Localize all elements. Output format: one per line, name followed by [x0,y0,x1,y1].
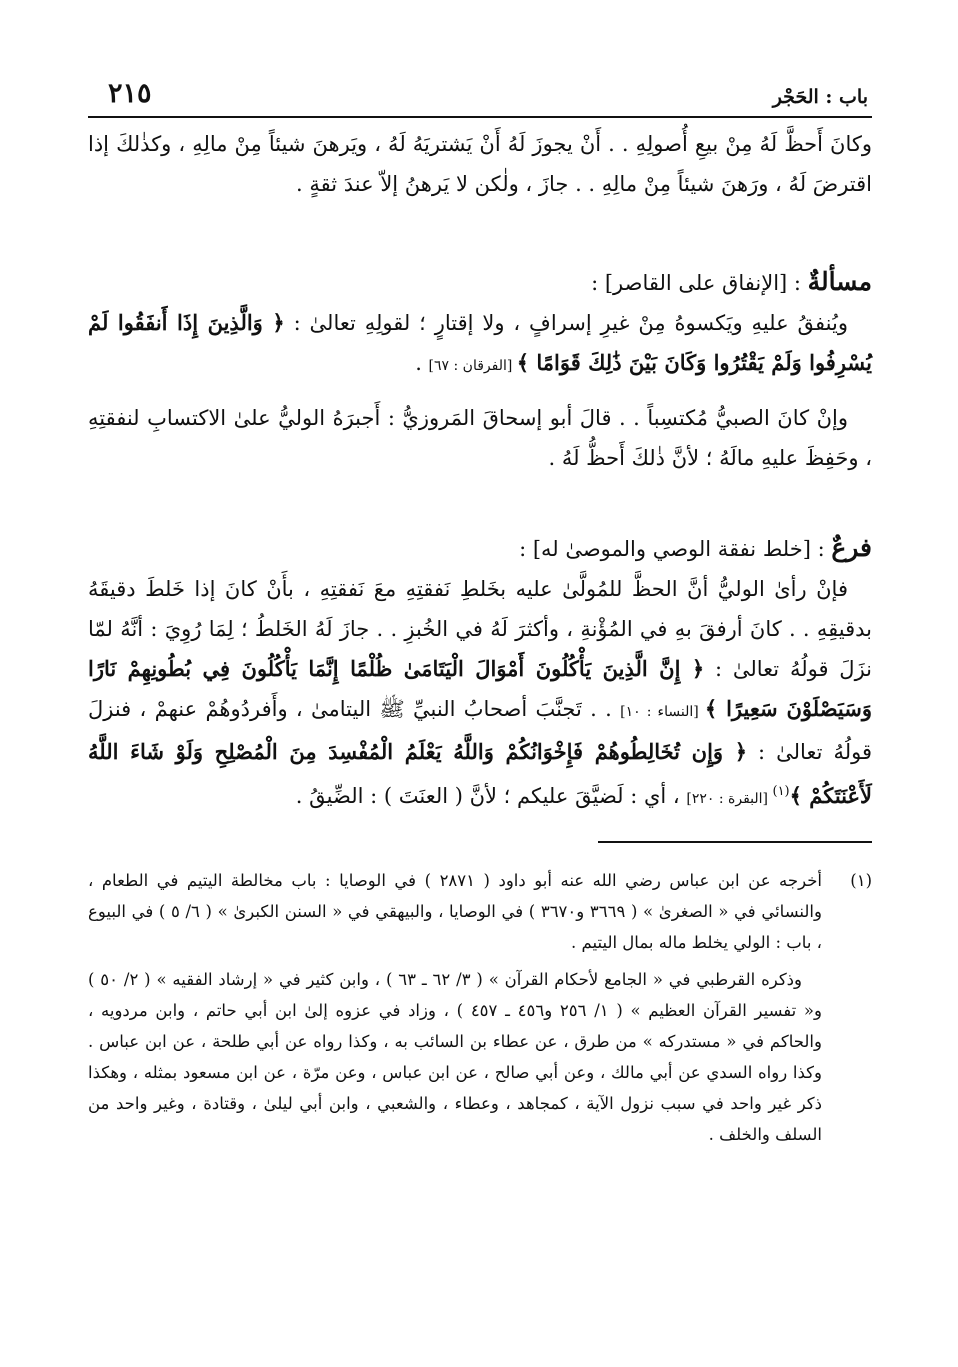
heading-keyword: مسألةٌ [807,267,872,296]
footnotes [88,865,872,1150]
paragraph-text-end: . [415,351,429,375]
heading-keyword: فرعٌ [831,533,872,562]
paragraph-text: فإنْ رأىٰ الوليُّ أنَّ الحظَّ للمُولَّىٰ عليه بخَلطِ نَفقتِهِ معَ نَفقتِهِ ، بأَنْ كانَ إذا خَلطَ دقيقَهُ بدقيقِهِ . . كانَ أرفقَ بهِ في المُؤْنةِ ، وأكثرَ لَهُ في الخُبزِ . . جازَ لَهُ الخَلطُ ؛ لِمَا رُوِيَ : أنَّهُ لمّا نزَلَ قولُهُ تعالىٰ : [88,577,872,681]
chapter-title: باب : الحَجْر [772,86,868,108]
heading-title: : [خلط نفقة الوصي والموصىٰ له] : [519,537,832,561]
footnote-continuation: وذكره القرطبي في « الجامع لأحكام القرآن » ( ٣/ ٦٢ ـ ٦٣ ) ، وابن كثير في « إرشاد الفقيه » ( ٢/ ٥٠ ) و« تفسير القرآن العظيم » ( ١/ ٢٥٦ و٤٥٦ ـ ٤٥٧ ) ، وزاد في عزوه إلىٰ ابن أبي حاتم ، وابن مردويه ، والحاكم في « مستدركه » من طرق ، عن عطاء بن السائب به ، وكذا رواه عن أبي طلحة ، عن ابن عباس . وكذا رواه السدي عن أبي مالك ، وعن أبي صالح ، عن ابن عباس ، وعن مرّة ، عن ابن مسعود بمثله ، وهكذا ذكر غير واحد في سبب نزول الآية ، كمجاهد ، وعطاء ، والشعبي ، وابن أبي ليلىٰ ، وقتادة ، وغير واحد من السلف والخلف . [88,970,822,1144]
section-heading-masala [88,262,872,303]
footnote-number: (١) [850,871,872,890]
book-page [88,78,872,1150]
verse-reference: [النساء : ١٠] [620,704,705,720]
paragraph-3: وإنْ كانَ الصبيُّ مُكتسِباً . . قالَ أبو إسحاقَ المَروزيُّ : أَجبرَهُ الوليُّ علىٰ الاكتسابِ لنفقتِهِ ، وحَفِظَ عليهِ مالَهُ ؛ لأنَّ ذٰلكَ أَحظُّ لَهُ . [88,406,872,470]
footnote-text: أخرجه عن ابن عباس رضي الله عنه أبو داود ( ٢٨٧١ ) في الوصايا : باب مخالطة اليتيم في الطعام ، والنسائي في « الصغرىٰ » ( ٣٦٦٩ و٣٦٧٠ ) في الوصايا ، والبيهقي في « السنن الكبرىٰ » ( ٦/ ٥ ) في البيوع ، باب : الولي يخلط ماله بمال اليتيم . [88,871,822,952]
paragraph-4 [88,569,872,819]
footnote-separator [598,841,872,843]
footnote-marker[interactable]: (١) [772,784,790,799]
paragraph-text: ويُنفقُ عليهِ ويَكسوهُ مِنْ غيرِ إسرافٍ ، ولا إقتارٍ ؛ لقولِهِ تعالىٰ : [284,311,848,335]
verse-reference: [الفرقان : ٦٧] [428,358,517,374]
quran-verse: ﴿ وَالَّذِينَ إِذَا أَنفَقُوا لَمْ يُسْرِفُوا وَلَمْ يَقْتُرُوا وَكَانَ بَيْنَ ذَٰلِكَ قَوَامًا ﴾ [88,310,872,375]
heading-title: : [الإنفاق على القاصر] : [591,271,808,295]
paragraph-text: . . تَجنَّبَ أصحابُ النبيِّ ﷺ اليتامىٰ ، وأَفردُوهُمْ عنهمْ ، فنزلَ قولُهُ تعالىٰ : [88,697,872,764]
section-heading-far [88,528,872,569]
quran-verse: ﴿ إِنَّ الَّذِينَ يَأْكُلُونَ أَمْوَالَ الْيَتَامَىٰ ظُلْمًا إِنَّمَا يَأْكُلُونَ فِي بُطُونِهِمْ نَارًا وَسَيَصْلَوْنَ سَعِيرًا ﴾ [88,656,873,721]
paragraph-2 [88,303,872,386]
verse-reference: [البقرة : ٢٢٠] [686,791,773,807]
paragraph-text: ، أي : لَضيَّقَ عليكم ؛ لأنَّ ( العنَتَ ) : الضِّيقُ . [295,784,687,808]
paragraph-1: وكانَ أَحظَّ لَهُ مِنْ بيعِ أُصولِهِ . . أَنْ يجوزَ لَهُ أَنْ يَشتريَهُ لَهُ ، ويَرهنَ شيئاً مِنْ مالِهِ ، وكذٰلكَ إذا اقترضَ لَهُ ، ورَهنَ شيئاً مِنْ مالِهِ . . جازَ ، ولٰكن لا يَرهنُ إلاّ عندَ ثقةٍ . [88,132,872,196]
quran-verse: ﴿ وَإِن تُخَالِطُوهُمْ فَإِخْوَانُكُمْ وَاللَّهُ يَعْلَمُ الْمُفْسِدَ مِنَ الْمُصْلِحِ وَلَوْ شَاءَ اللَّهُ لَأَعْنَتَكُمْ ﴾ [88,739,872,808]
header-rule [88,116,872,118]
footnote-1 [88,865,872,958]
page-number: ٢١٥ [108,78,152,109]
page-header [88,78,872,116]
